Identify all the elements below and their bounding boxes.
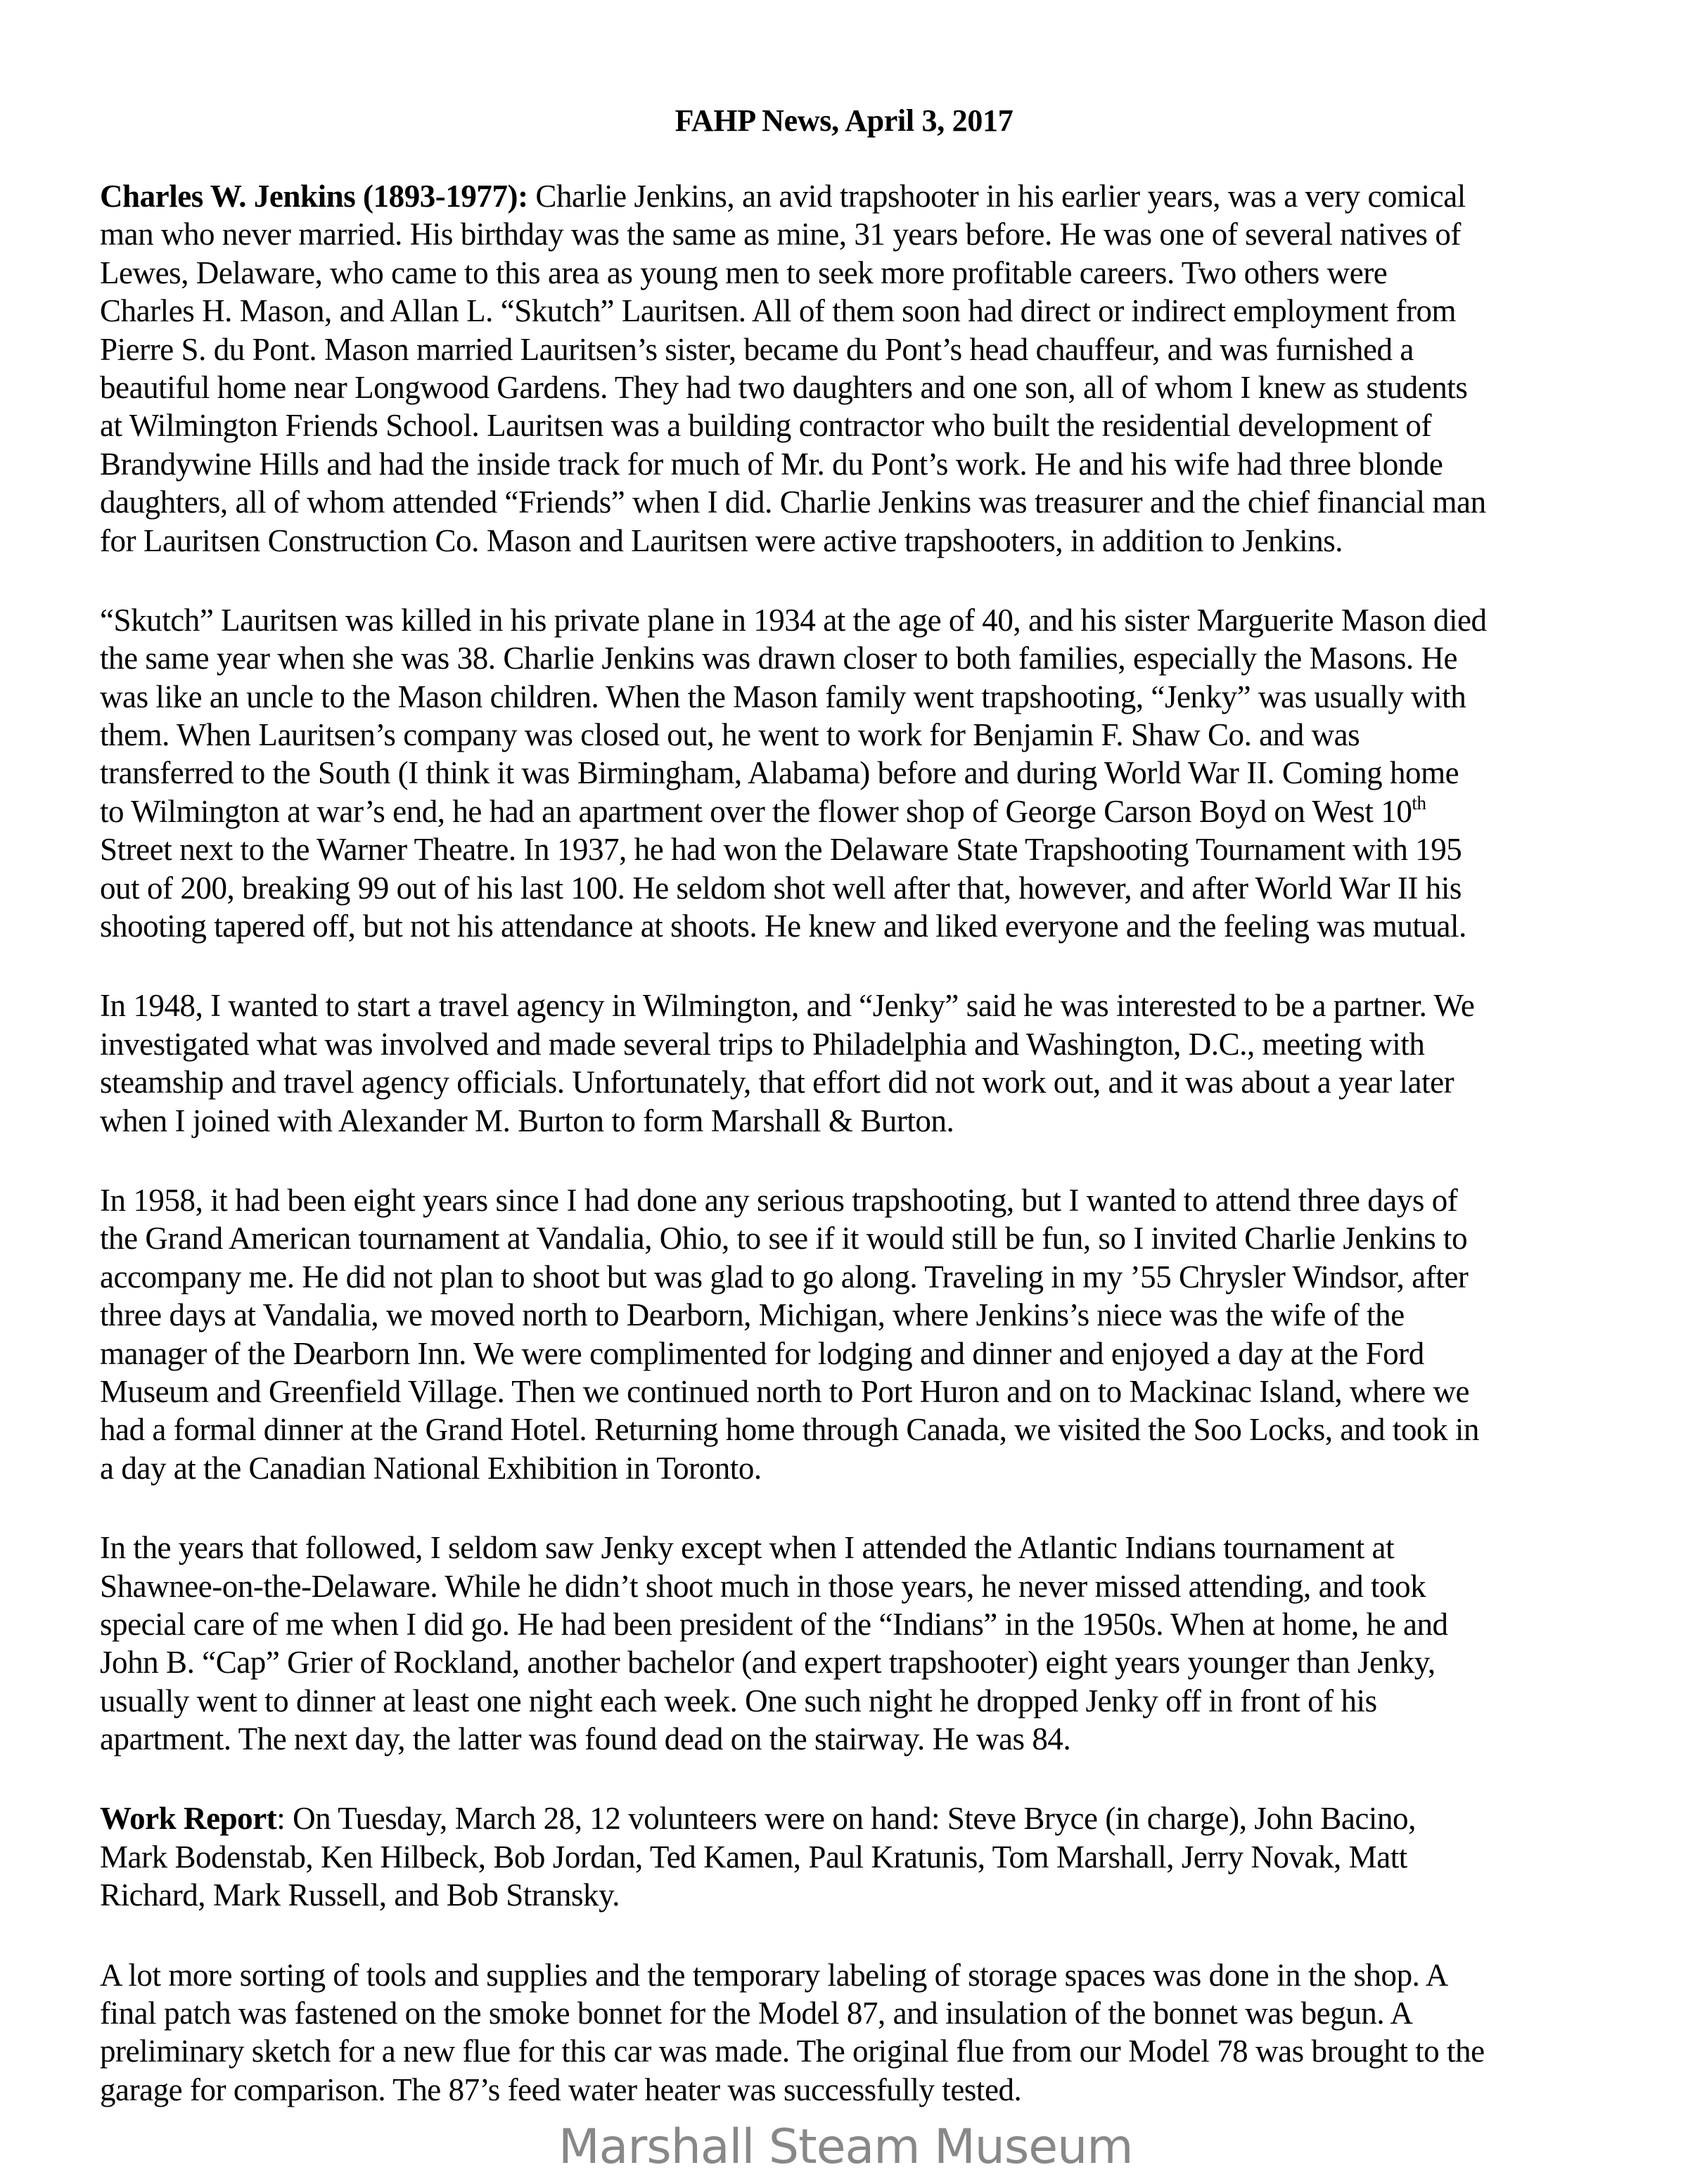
line-text: shooting tapered off, but not his attendance at shoots. He knew and liked everyone and the feeling was mutual. [100, 908, 1466, 944]
text-line [100, 1720, 1647, 1758]
text-line [100, 1799, 1647, 1837]
line-text: In 1948, I wanted to start a travel agency in Wilmington, and “Jenky” said he was interested to be a partner. We [100, 988, 1475, 1024]
text-line [100, 1335, 1647, 1373]
text-line [100, 754, 1647, 792]
text-line [100, 1994, 1647, 2032]
text-line [100, 406, 1647, 444]
text-line [100, 483, 1647, 521]
text-line [100, 254, 1647, 292]
paragraph [100, 177, 1647, 560]
text-line [100, 368, 1647, 406]
line-text: daughters, all of whom attended “Friends” when I did. Charlie Jenkins was treasurer and the chief financial man [100, 484, 1486, 520]
line-text: Mark Bodenstab, Ken Hilbeck, Bob Jordan, Ted Kamen, Paul Kratunis, Tom Marshall, Jerry Novak, Matt [100, 1839, 1407, 1875]
line-text: accompany me. He did not plan to shoot but was glad to go along. Traveling in my ’55 Chrysler Windsor, after [100, 1259, 1469, 1295]
text-line [100, 1605, 1647, 1643]
text-line [100, 1682, 1647, 1720]
line-text: apartment. The next day, the latter was found dead on the stairway. He was 84. [100, 1721, 1071, 1757]
line-text: out of 200, breaking 99 out of his last 100. He seldom shot well after that, however, and after World War II his [100, 870, 1462, 906]
text-line [100, 1411, 1647, 1448]
text-line [100, 601, 1647, 639]
line-text: A lot more sorting of tools and supplies and the temporary labeling of storage spaces was done in the shop. A [100, 1957, 1448, 1993]
line-text: was like an uncle to the Mason children. When the Mason family went trapshooting, “Jenky” was usually with [100, 679, 1466, 714]
line-text: man who never married. His birthday was the same as mine, 31 years before. He was one of several natives of [100, 217, 1461, 252]
text-line [100, 177, 1647, 215]
line-text: Pierre S. du Pont. Mason married Lauritsen’s sister, became du Pont’s head chauffeur, and was furnished a [100, 331, 1414, 367]
text-line [100, 522, 1647, 560]
line-text: beautiful home near Longwood Gardens. They had two daughters and one son, all of whom I knew as students [100, 369, 1468, 405]
line-text: Charles H. Mason, and Allan L. “Skutch” Lauritsen. All of them soon had direct or indirect employment from [100, 293, 1457, 329]
text-line [100, 1838, 1647, 1876]
line-text: the Grand American tournament at Vandalia, Ohio, to see if it would still be fun, so I invited Charlie Jenkins to [100, 1221, 1468, 1257]
document-body [100, 177, 1647, 2109]
line-text: had a formal dinner at the Grand Hotel. Returning home through Canada, we visited the Soo Locks, and took in [100, 1412, 1479, 1448]
line-text: Brandywine Hills and had the inside track for much of Mr. du Pont’s work. He and his wife had three blonde [100, 446, 1443, 482]
section-lead-in: Work Report [100, 1801, 277, 1837]
text-line [100, 639, 1647, 677]
line-text: Street next to the Warner Theatre. In 1937, he had won the Delaware State Trapshooting Tournament with 195 [100, 832, 1462, 868]
watermark: Marshall Steam Museum [558, 2119, 1133, 2175]
line-text: garage for comparison. The 87’s feed water heater was successfully tested. [100, 2071, 1022, 2107]
line-text: transferred to the South (I think it was Birmingham, Alabama) before and during World War II. Coming home [100, 755, 1459, 791]
line-text: John B. “Cap” Grier of Rockland, another bachelor (and expert trapshooter) eight years younger than Jenky, [100, 1645, 1436, 1681]
text-line [100, 330, 1647, 368]
ordinal-superscript: th [1412, 792, 1426, 814]
paragraph [100, 1181, 1647, 1487]
text-line [100, 1529, 1647, 1567]
newsletter-title: FAHP News, April 3, 2017 [674, 103, 1014, 138]
text-line [100, 1956, 1647, 1994]
text-line [100, 1296, 1647, 1334]
line-text: Lewes, Delaware, who came to this area as young men to seek more profitable careers. Two others were [100, 255, 1388, 290]
line-text: Charlie Jenkins, an avid trapshooter in his earlier years, was a very comical [528, 179, 1466, 214]
line-text: preliminary sketch for a new flue for this car was made. The original flue from our Model 78 was brought to the [100, 2034, 1485, 2069]
line-text: to Wilmington at war’s end, he had an apartment over the flower shop of George Carson Boyd on West 10 [100, 793, 1412, 829]
text-line [100, 830, 1647, 868]
paragraph [100, 1956, 1647, 2109]
text-line [100, 1449, 1647, 1487]
text-line [100, 1258, 1647, 1296]
paragraph [100, 1529, 1647, 1758]
line-text: Museum and Greenfield Village. Then we continued north to Port Huron and on to Mackinac Island, where we [100, 1373, 1470, 1409]
paragraph [100, 987, 1647, 1140]
line-text: final patch was fastened on the smoke bonnet for the Model 87, and insulation of the bonnet was begun. A [100, 1996, 1413, 2031]
line-text: them. When Lauritsen’s company was closed out, he went to work for Benjamin F. Shaw Co. and was [100, 717, 1360, 753]
text-line [100, 1025, 1647, 1063]
text-line [100, 2032, 1647, 2070]
line-text: In 1958, it had been eight years since I had done any serious trapshooting, but I wanted to attend three days of [100, 1182, 1458, 1218]
line-text: a day at the Canadian National Exhibition in Toronto. [100, 1450, 762, 1486]
line-text: Richard, Mark Russell, and Bob Stransky. [100, 1877, 620, 1913]
text-line [100, 1102, 1647, 1140]
text-line [100, 1643, 1647, 1681]
paragraph [100, 601, 1647, 946]
line-text: three days at Vandalia, we moved north to Dearborn, Michigan, where Jenkins’s niece was the wife of the [100, 1297, 1405, 1333]
text-line [100, 1219, 1647, 1257]
line-text: In the years that followed, I seldom saw Jenky except when I attended the Atlantic Indians tournament at [100, 1530, 1395, 1566]
text-line [100, 987, 1647, 1024]
line-text: manager of the Dearborn Inn. We were complimented for lodging and dinner and enjoyed a day at the Ford [100, 1335, 1424, 1371]
text-line [100, 678, 1647, 716]
line-text: usually went to dinner at least one night each week. One such night he dropped Jenky off in front of his [100, 1683, 1377, 1719]
text-line [100, 1181, 1647, 1219]
line-text: investigated what was involved and made several trips to Philadelphia and Washington, D.C., meeting with [100, 1026, 1425, 1062]
text-line [100, 1063, 1647, 1101]
line-text: the same year when she was 38. Charlie Jenkins was drawn closer to both families, especially the Masons. He [100, 641, 1458, 676]
line-text: “Skutch” Lauritsen was killed in his private plane in 1934 at the age of 40, and his sister Marguerite Mason died [100, 602, 1487, 638]
text-line [100, 445, 1647, 483]
section-lead-in: Charles W. Jenkins (1893-1977): [100, 179, 528, 214]
line-text: for Lauritsen Construction Co. Mason and Lauritsen were active trapshooters, in addition to Jenkins. [100, 522, 1343, 558]
text-line [100, 792, 1647, 830]
text-line [100, 2071, 1647, 2109]
text-line [100, 716, 1647, 754]
line-text: : On Tuesday, March 28, 12 volunteers were on hand: Steve Bryce (in charge), John Bacino, [276, 1801, 1416, 1837]
line-text: special care of me when I did go. He had been president of the “Indians” in the 1950s. When at home, he and [100, 1606, 1448, 1642]
line-text: at Wilmington Friends School. Lauritsen was a building contractor who built the residential development of [100, 408, 1432, 444]
text-line [100, 1876, 1647, 1914]
line-text: when I joined with Alexander M. Burton to form Marshall & Burton. [100, 1103, 954, 1138]
text-line [100, 1373, 1647, 1411]
text-line [100, 869, 1647, 907]
paragraph [100, 1799, 1647, 1914]
line-text: Shawnee-on-the-Delaware. While he didn’t shoot much in those years, he never missed attending, and took [100, 1568, 1426, 1604]
text-line [100, 292, 1647, 330]
text-line [100, 907, 1647, 945]
line-text: steamship and travel agency officials. Unfortunately, that effort did not work out, and it was about a year later [100, 1065, 1454, 1100]
text-line [100, 1567, 1647, 1605]
text-line [100, 215, 1647, 253]
